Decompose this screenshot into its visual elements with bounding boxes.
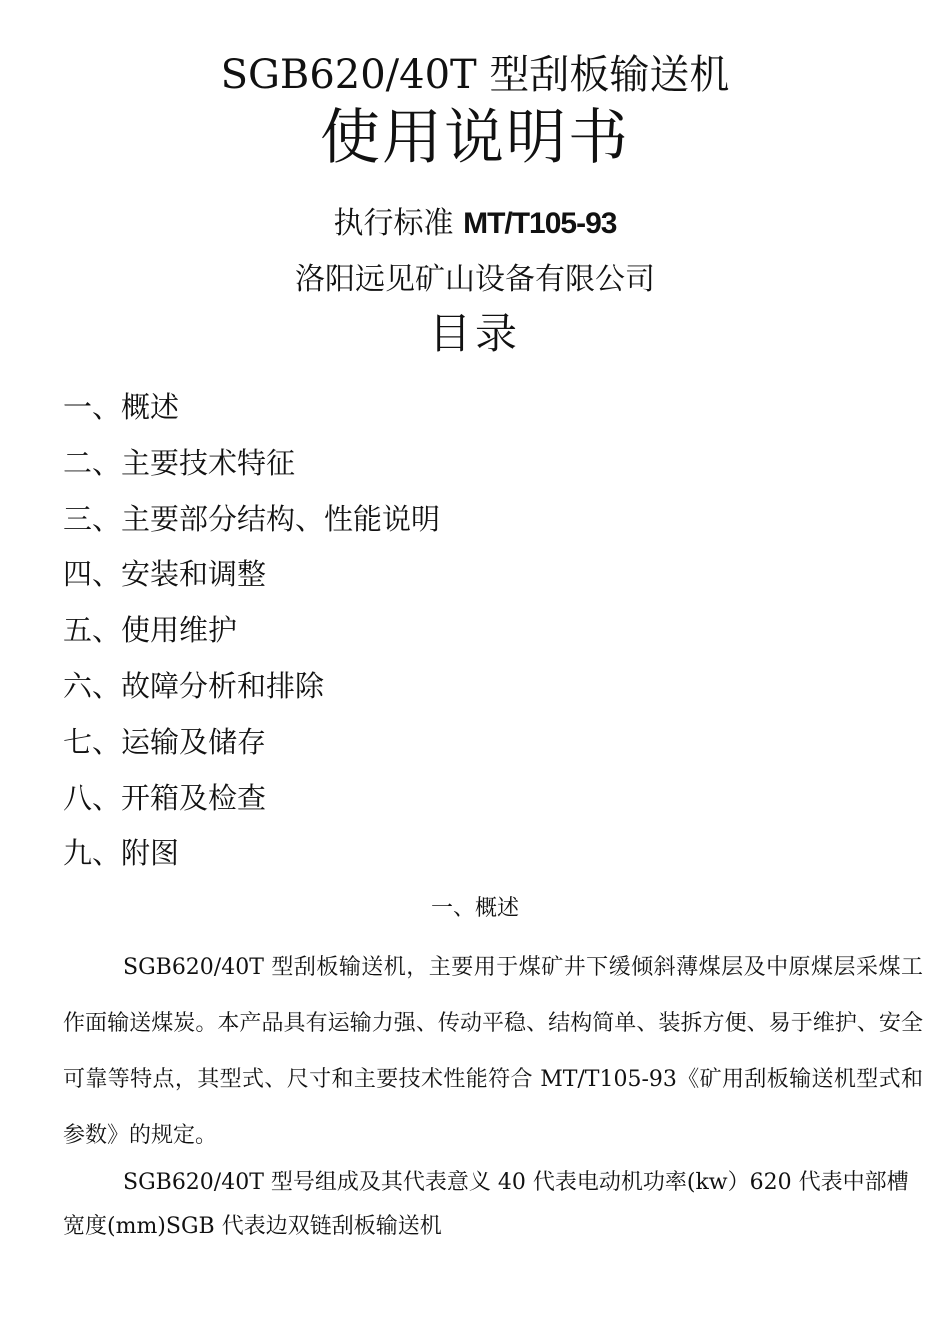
model-meaning-paragraph: SGB620/40T 型号组成及其代表意义 40 代表电动机功率(kw）620 代表中部槽宽度(mm)SGB 代表边双链刮板输送机: [63, 1170, 909, 1239]
toc-item: 五、使用维护: [63, 613, 238, 648]
toc-item: 八、开箱及检查: [63, 780, 267, 815]
table-of-contents: [63, 383, 440, 885]
standard-line: [0, 203, 950, 245]
standard-label: 执行标准: [333, 206, 464, 241]
toc-item: 二、主要技术特征: [63, 445, 296, 480]
toc-item: 四、安装和调整: [63, 557, 267, 592]
toc-item: 六、故障分析和排除: [63, 668, 325, 703]
company-name: 洛阳远见矿山设备有限公司: [295, 262, 655, 297]
toc-item: 三、主要部分结构、性能说明: [63, 501, 441, 536]
document-title-model: SGB620/40T 型刮板输送机: [220, 52, 730, 98]
section-heading-overview: 一、概述: [430, 896, 519, 921]
toc-item: 九、附图: [63, 836, 180, 871]
overview-paragraph: SGB620/40T 型刮板输送机，主要用于煤矿井下缓倾斜薄煤层及中原煤层采煤工作面输送煤炭。本产品具有运输力强、传动平稳、结构简单、装拆方便、易于维护、安全可靠等特点，其型式、尺寸和主要技术性能符合 MT/T105-93《矿用刮板输送机型式和参数》的规定。: [63, 955, 923, 1148]
toc-item: 一、概述: [63, 390, 180, 424]
toc-item: 七、运输及储存: [63, 724, 267, 759]
toc-title: 目录: [428, 309, 521, 358]
document-title-manual: 使用说明书: [320, 103, 630, 173]
standard-code: MT/T105-93: [463, 207, 617, 240]
